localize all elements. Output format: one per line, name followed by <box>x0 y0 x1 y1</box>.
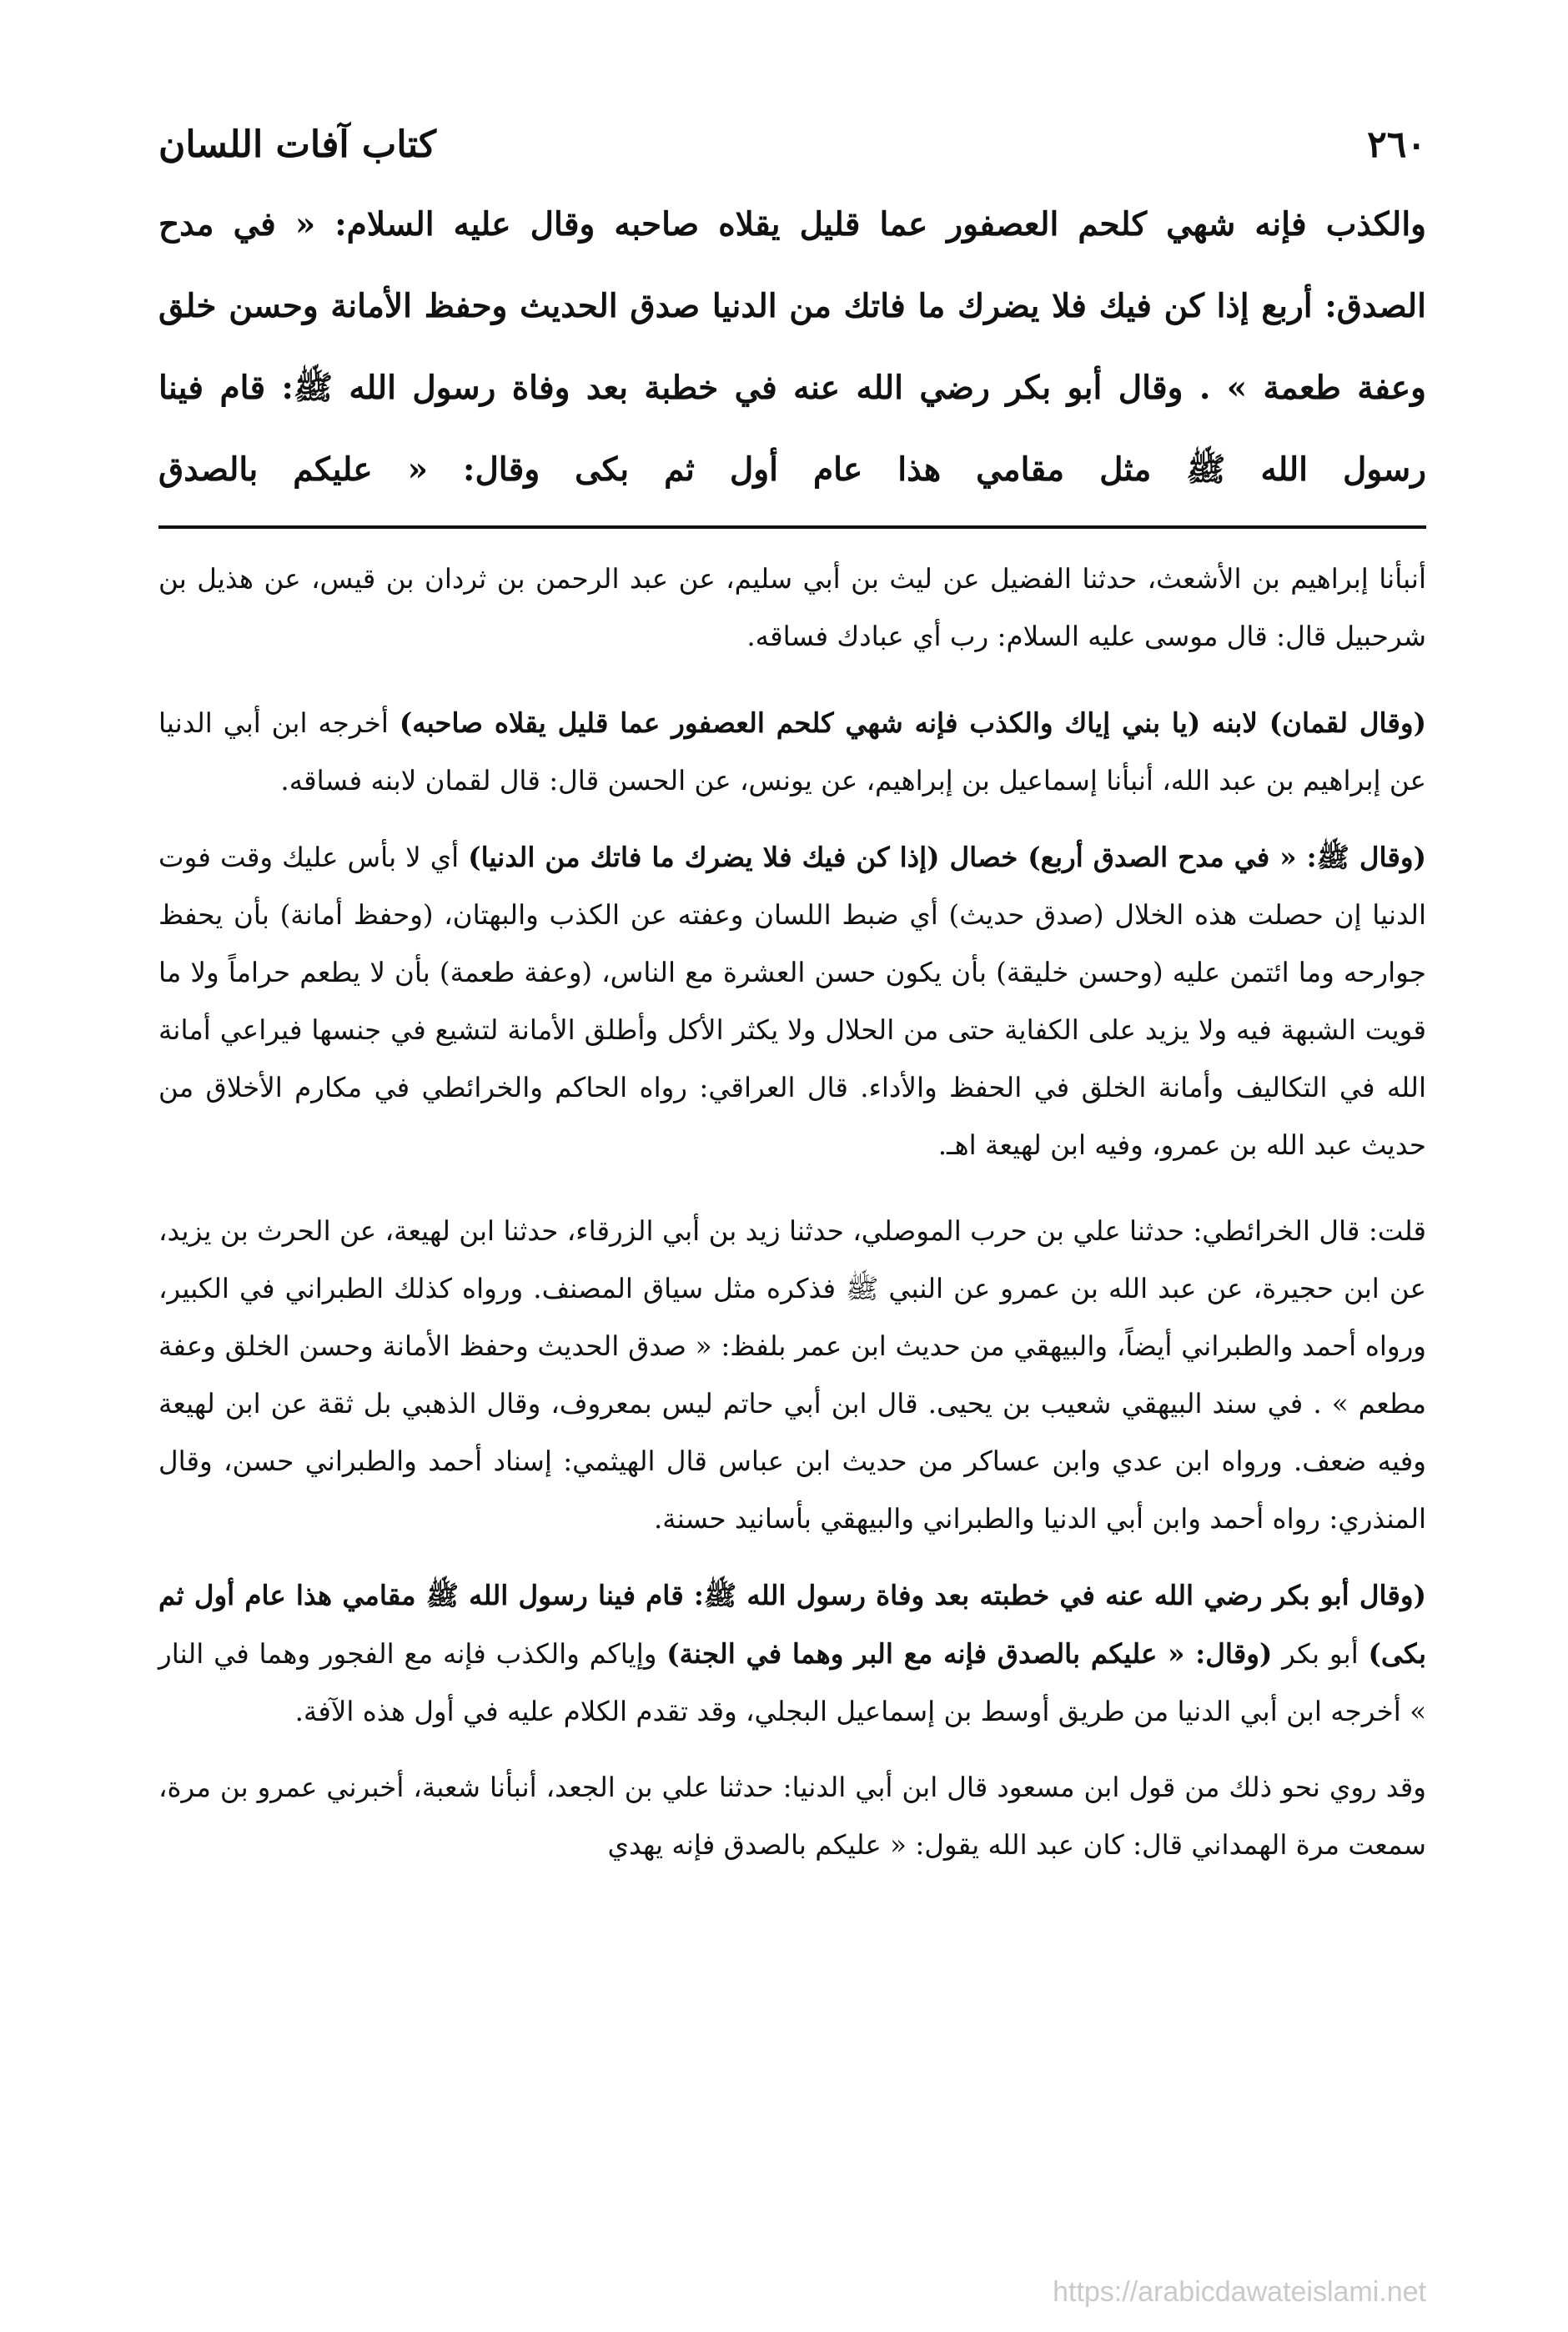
main-text: والكذب فإنه شهي كلحم العصفور عما قليل يقلاه صاحبه وقال عليه السلام: « في مدح الصدق: أربع إذا كن فيك فلا يضرك ما فاتك من الدنيا صدق الحديث وحفظ الأمانة وحسن خلق وعفة طعمة » . وقال أبو بكر رضي الله عنه في خطبة بعد وفاة رسول الله ﷺ: قام فينا رسول الله ﷺ مثل مقامي هذا عام أول ثم بكى وقال: « عليكم بالصدق <box>158 205 1426 489</box>
book-title: كتاب آفات اللسان <box>158 123 436 166</box>
commentary-text: أي لا بأس عليك وقت فوت الدنيا إن حصلت هذه الخلال (صدق حديث) أي ضبط اللسان وعفته عن الكذب والبهتان، (وحفظ أمانة) بأن يحفظ جوارحه وما ائتمن عليه (وحسن خليقة) بأن يكون حسن العشرة مع الناس، (وعفة طعمة) بأن لا يطعم حراماً ولا ما قويت الشبهة فيه ولا يزيد على الكفاية حتى من الحلال ولا يكثر الأكل وأطلق الأمانة لتشيع في جنسها فيراعي أمانة الله في التكاليف وأمانة الخلق في الحفظ والأداء. قال العراقي: رواه الحاكم والخرائطي في مكارم الأخلاق من حديث عبد الله بن عمرو، وفيه ابن لهيعة اهـ. <box>158 842 1426 1161</box>
website-watermark: https://arabicdawateislami.net <box>1053 2276 1426 2308</box>
commentary-text: أبو بكر <box>1282 1638 1359 1670</box>
book-page <box>158 100 1426 1874</box>
quoted-text: (وقال لقمان) لابنه (يا بني إياك والكذب فإنه شهي كلحم العصفور عما قليل يقلاه صاحبه) <box>399 706 1426 739</box>
page-number: ٢٦٠ <box>1367 123 1426 166</box>
page-header <box>158 100 1426 183</box>
commentary-paragraph-4: قلت: قال الخرائطي: حدثنا علي بن حرب الموصلي، حدثنا زيد بن أبي الزرقاء، حدثنا ابن لهيعة، عن الحرث بن يزيد، عن ابن حجيرة، عن عبد الله بن عمرو عن النبي ﷺ فذكره مثل سياق المصنف. ورواه كذلك الطبراني في الكبير، ورواه أحمد والطبراني أيضاً، والبيهقي من حديث ابن عمر بلفظ: « صدق الحديث وحفظ الأمانة وحسن الخلق وعفة مطعم » . في سند البيهقي شعيب بن يحيى. قال ابن أبي حاتم ليس بمعروف، وقال الذهبي بل ثقة عن ابن لهيعة وفيه ضعف. ورواه ابن عدي وابن عساكر من حديث ابن عباس قال الهيثمي: إسناد أحمد والطبراني حسن، وقال المنذري: رواه أحمد وابن أبي الدنيا والطبراني والبيهقي بأسانيد حسنة. <box>158 1215 1426 1535</box>
quoted-text: (وقال: « عليكم بالصدق فإنه مع البر وهما في الجنة) <box>666 1637 1273 1670</box>
commentary-text: وإياكم والكذب فإنه مع الفجور وهما في النار » أخرجه ابن أبي الدنيا من طريق أوسط بن إسماعيل البجلي، وقد تقدم الكلام عليه في أول هذه الآفة. <box>158 1638 1426 1727</box>
commentary-paragraph-6: وقد روي نحو ذلك من قول ابن مسعود قال ابن أبي الدنيا: حدثنا علي بن الجعد، أنبأنا شعبة، أخبرني عمرو بن مرة، سمعت مرة الهمداني قال: كان عبد الله يقول: « عليكم بالصدق فإنه يهدي <box>158 1772 1426 1861</box>
commentary-paragraph-3 <box>158 828 1426 1174</box>
commentary <box>158 550 1426 1874</box>
quoted-text: (وقال ﷺ: « في مدح الصدق أربع) خصال (إذا كن فيك فلا يضرك ما فاتك من الدنيا) <box>468 841 1426 873</box>
commentary-paragraph-2 <box>158 694 1426 810</box>
quoted-text: (وقال أبو بكر رضي الله عنه في خطبته بعد وفاة رسول الله ﷺ: قام فينا رسول الله ﷺ مقامي هذا عام أول ثم بكى) <box>158 1579 1426 1670</box>
section-divider <box>158 525 1426 529</box>
commentary-text: أخرجه ابن أبي الدنيا عن إبراهيم بن عبد الله، أنبأنا إسماعيل بن إبراهيم، عن يونس، عن الحسن قال: قال لقمان لابنه فساقه. <box>158 707 1426 797</box>
commentary-paragraph-1: أنبأنا إبراهيم بن الأشعث، حدثنا الفضيل عن ليث بن أبي سليم، عن عبد الرحمن بن ثردان بن قيس، عن هذيل بن شرحبيل قال: قال موسى عليه السلام: رب أي عبادك فساقه. <box>158 563 1426 652</box>
commentary-paragraph-5 <box>158 1566 1426 1741</box>
